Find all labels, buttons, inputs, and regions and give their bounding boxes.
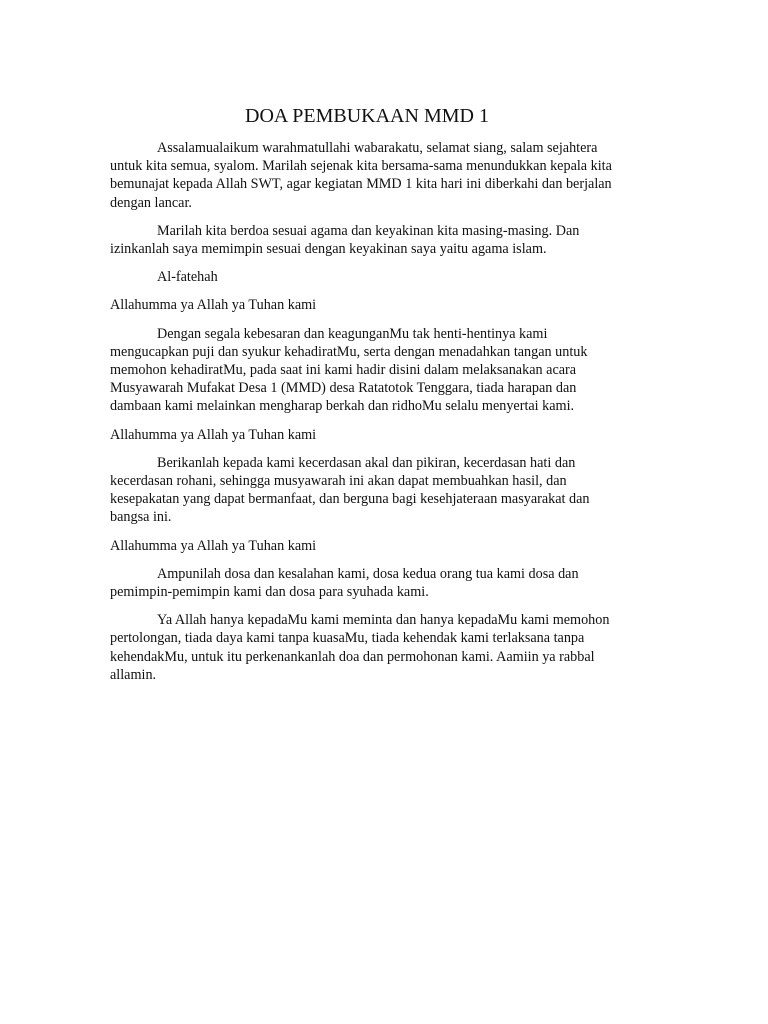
paragraph-allahumma-3: Allahumma ya Allah ya Tuhan kami — [110, 537, 317, 554]
paragraph-closing: Ya Allah hanya kepadaMu kami meminta dan hanya kepadaMu kami memohon pertolongan, tiada daya kami tanpa kuasaMu, tiada kehendak kami terlaksana tanpa kehendakMu, untuk itu perkenankanlah doa dan permohonan kami. Aamiin ya rabbal allamin. — [110, 612, 610, 683]
paragraph-forgiveness: Ampunilah dosa dan kesalahan kami, dosa kedua orang tua kami dosa dan pemimpin-pemimpin kami dan dosa para syuhada kami. — [110, 565, 579, 601]
paragraph-wisdom: Berikanlah kepada kami kecerdasan akal dan pikiran, kecerdasan hati dan kecerdasan rohani, sehingga musyawarah ini akan dapat membuahkan hasil, dan kesepakatan yang dapat bermanfaat, dan berguna bagi kesehjateraan masyarakat dan bangsa ini. — [110, 454, 590, 526]
paragraph-allahumma-2: Allahumma ya Allah ya Tuhan kami — [110, 426, 317, 443]
paragraph-praise: Dengan segala kebesaran dan keagunganMu tak henti-hentinya kami mengucapkan puji dan syukur kehadiratMu, serta dengan menadahkan tangan untuk memohon kehadiratMu, pada saat ini kami hadir disini dalam melaksanakan acara Musyawarah Mufakat Desa 1 (MMD) desa Ratatotok Tenggara, tiada harapan dan dambaan kami melainkan mengharap berkah dan ridhoMu selalu menyertai kami. — [110, 325, 588, 415]
document-page — [110, 104, 624, 694]
paragraph-allahumma-1: Allahumma ya Allah ya Tuhan kami — [110, 297, 317, 314]
paragraph-invitation: Marilah kita berdoa sesuai agama dan keyakinan kita masing-masing. Dan izinkanlah saya memimpin sesuai dengan keyakinan saya yaitu agama islam. — [110, 222, 580, 258]
document-title: DOA PEMBUKAAN MMD 1 — [245, 105, 489, 127]
paragraph-al-fatehah: Al-fatehah — [157, 269, 218, 286]
paragraph-greeting: Assalamualaikum warahmatullahi wabarakatu, selamat siang, salam sejahtera untuk kita semua, syalom. Marilah sejenak kita bersama-sama menundukkan kepala kita bemunajat kepada Allah SWT, agar kegiatan MMD 1 kita hari ini diberkahi dan berjalan dengan lancar. — [110, 140, 612, 211]
